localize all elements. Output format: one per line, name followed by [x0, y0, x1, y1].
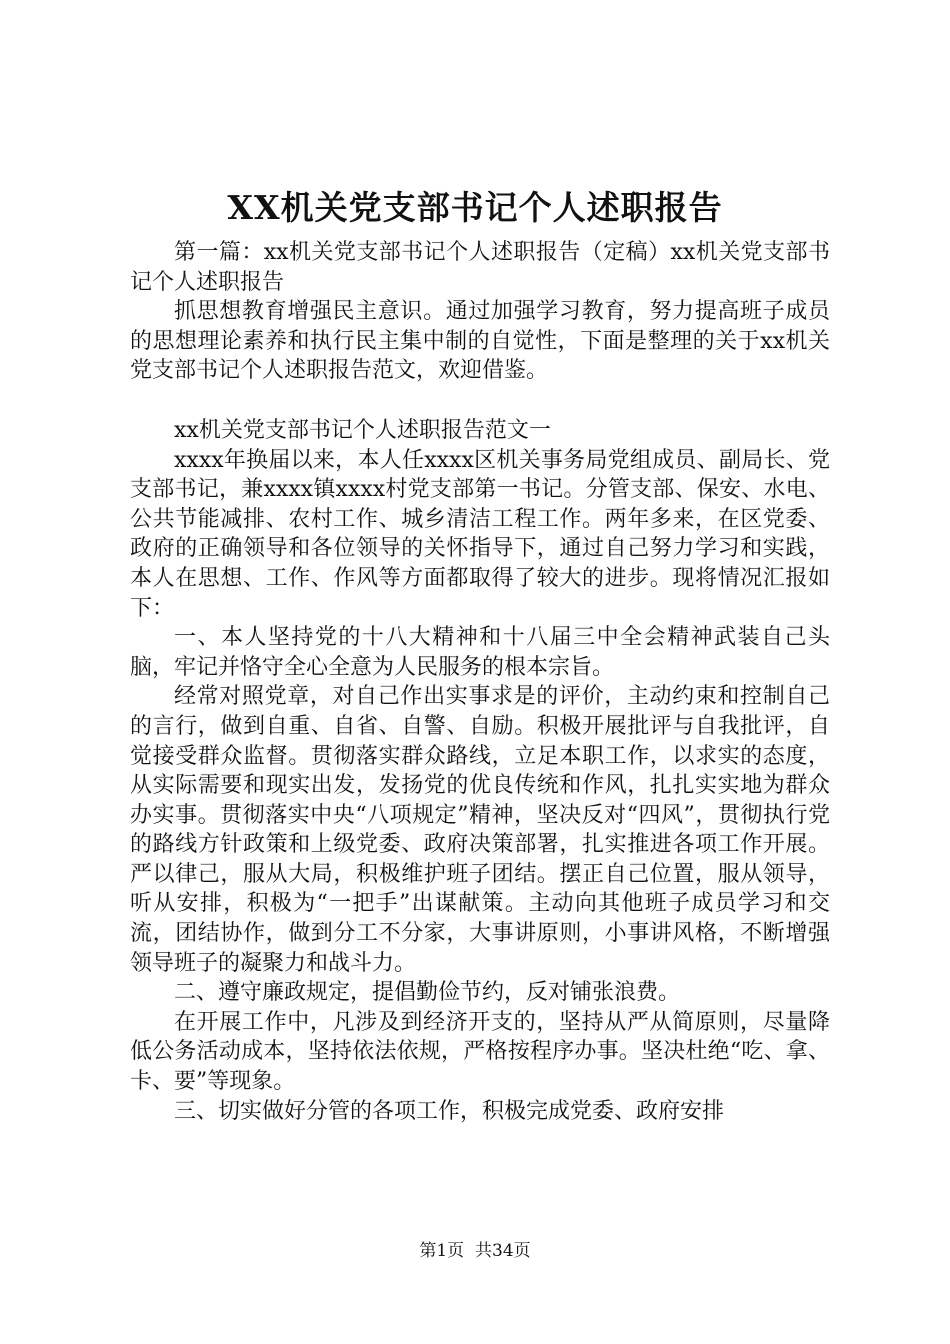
paragraph: 第一篇：xx机关党支部书记个人述职报告（定稿）xx机关党支部书记个人述职报告 — [130, 240, 830, 295]
paragraph: 经常对照党章，对自己作出实事求是的评价，主动约束和控制自己的言行，做到自重、自省、自警、自励。积极开展批评与自我批评，自觉接受群众监督。贯彻落实群众路线，立足本职工作，以求实的态度，从实际需要和现实出发，发扬党的优良传统和作风，扎扎实实地为群众办实事。贯彻落实中央“八项规定”精神，坚决反对“四风”，贯彻执行党的路线方针政策和上级党委、政府决策部署，扎实推进各项工作开展。严以律己，服从大局，积极维护班子团结。摆正自己位置，服从领导，听从安排，积极为“一把手”出谋献策。主动向其他班子成员学习和交流，团结协作，做到分工不分家，大事讲原则，小事讲风格，不断增强领导班子的凝聚力和战斗力。 — [130, 684, 830, 976]
paragraph: 三、切实做好分管的各项工作，积极完成党委、政府安排 — [174, 1098, 725, 1124]
footer-separator — [464, 1241, 475, 1261]
document-title: XX机关党支部书记个人述职报告 — [227, 188, 723, 227]
paragraph: 二、遵守廉政规定，提倡勤俭节约，反对铺张浪费。 — [174, 980, 681, 1006]
page-footer — [0, 1240, 950, 1262]
paragraph: 在开展工作中，凡涉及到经济开支的，坚持从严从简原则，尽量降低公务活动成本，坚持依法依规，严格按程序办事。坚决杜绝“吃、拿、卡、要”等现象。 — [130, 1009, 830, 1095]
paragraph: xxxx年换届以来，本人任xxxx区机关事务局党组成员、副局长、党支部书记，兼xxxx镇xxxx村党支部第一书记。分管支部、保安、水电、公共节能减排、农村工作、城乡清洁工程工作。两年多来，在区党委、政府的正确领导和各位领导的关怀指导下，通过自己努力学习和实践，本人在思想、工作、作风等方面都取得了较大的进步。现将情况汇报如下： — [130, 447, 830, 621]
page-total: 共34页 — [475, 1241, 531, 1261]
paragraph: 抓思想教育增强民主意识。通过加强学习教育，努力提高班子成员的思想理论素养和执行民主集中制的自觉性，下面是整理的关于xx机关党支部书记个人述职报告范文，欢迎借鉴。 — [130, 299, 830, 384]
paragraph: 一、本人坚持党的十八大精神和十八届三中全会精神武装自己头脑，牢记并恪守全心全意为人民服务的根本宗旨。 — [130, 625, 830, 680]
page-number: 第1页 — [419, 1241, 465, 1261]
paragraph-spacer — [130, 386, 830, 416]
section-heading: xx机关党支部书记个人述职报告范文一 — [174, 417, 551, 443]
document-body — [130, 238, 830, 1126]
